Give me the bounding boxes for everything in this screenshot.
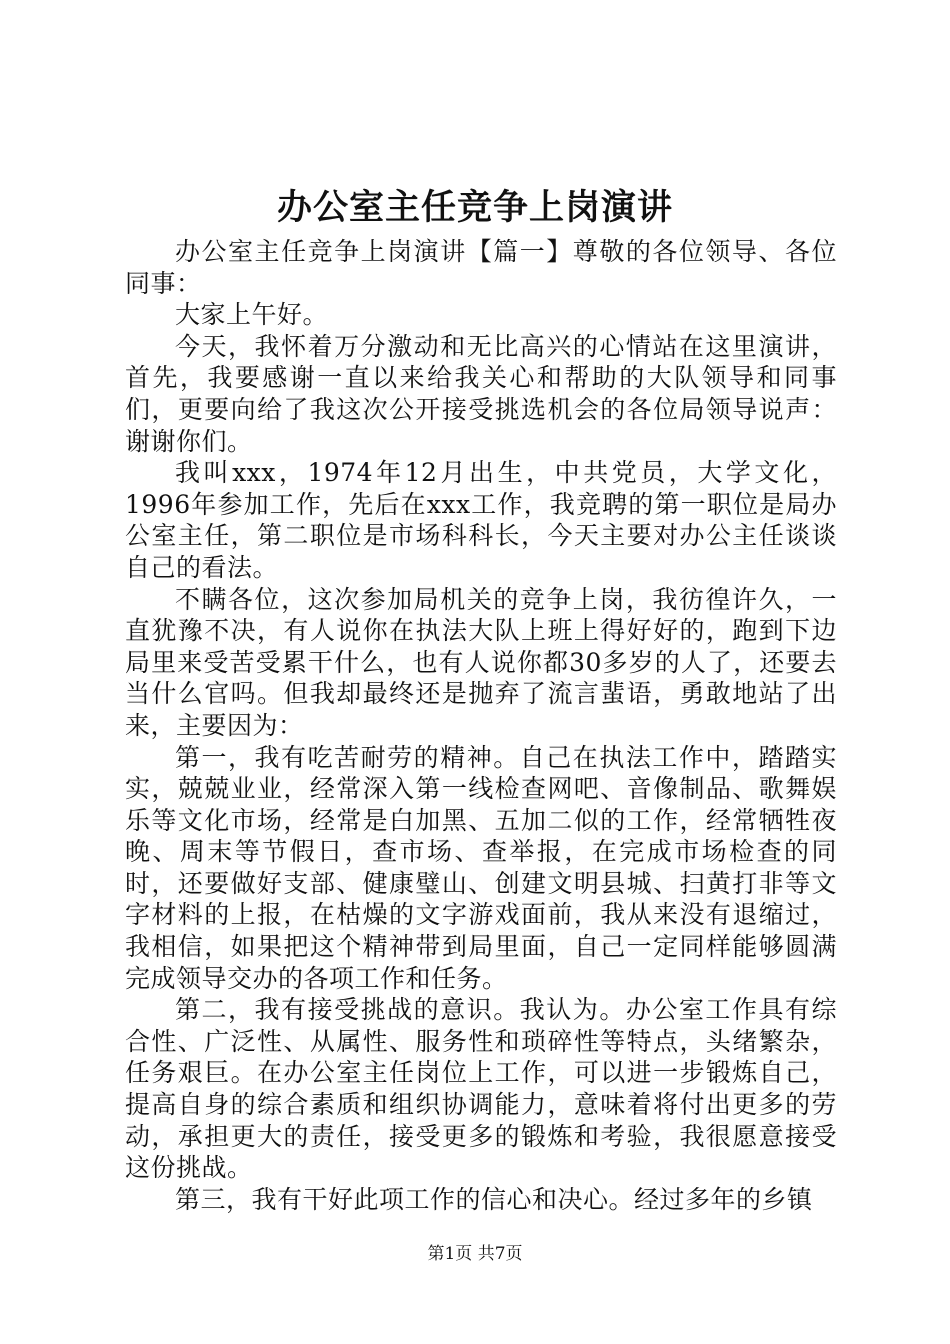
paragraph-thanks: 今天，我怀着万分激动和无比高兴的心情站在这里演讲，首先，我要感谢一直以来给我关心和帮助的大队领导和同事们，更要向给了我这次公开接受挑选机会的各位局领导说声：谢谢你们。 <box>125 331 837 456</box>
document-title: 办公室主任竞争上岗演讲 <box>276 187 673 228</box>
paragraph-point-three: 第三，我有干好此项工作的信心和决心。经过多年的乡镇 <box>175 1184 813 1214</box>
paragraph-self-intro: 我叫xxx，1974年12月出生，中共党员，大学文化，1996年参加工作，先后在xxx工作，我竞聘的第一职位是局办公室主任，第二职位是市场科科长，今天主要对办公主任谈谈自己的看法。 <box>125 458 837 582</box>
paragraph-point-two: 第二，我有接受挑战的意识。我认为。办公室工作具有综合性、广泛性、从属性、服务性和琐碎性等特点，头绪繁杂，任务艰巨。在办公室主任岗位上工作，可以进一步锻炼自己，提高自身的综合素质和组织协调能力，意味着将付出更多的劳动，承担更大的责任，接受更多的锻炼和考验，我很愿意接受这份挑战。 <box>125 995 837 1183</box>
paragraph-good-morning: 大家上午好。 <box>175 300 329 330</box>
paragraph-motivation: 不瞒各位，这次参加局机关的竞争上岗，我彷徨许久，一直犹豫不决，有人说你在执法大队上班上得好好的，跑到下边局里来受苦受累干什么，也有人说你都30多岁的人了，还要去当什么官吗。但我却最终还是抛弃了流言蜚语，勇敢地站了出来，主要因为： <box>125 584 837 740</box>
page-number-footer: 第1页 共7页 <box>427 1244 523 1264</box>
paragraph-greeting: 办公室主任竞争上岗演讲【篇一】尊敬的各位领导、各位同事： <box>125 237 837 298</box>
document-body <box>125 236 837 1215</box>
paragraph-point-one: 第一，我有吃苦耐劳的精神。自己在执法工作中，踏踏实实，兢兢业业，经常深入第一线检查网吧、音像制品、歌舞娱乐等文化市场，经常是白加黑、五加二似的工作，经常牺牲夜晚、周末等节假日，查市场、查举报，在完成市场检查的同时，还要做好支部、健康璧山、创建文明县城、扫黄打非等文字材料的上报，在枯燥的文字游戏面前，我从来没有退缩过，我相信，如果把这个精神带到局里面，自己一定同样能够圆满完成领导交办的各项工作和任务。 <box>125 742 837 993</box>
